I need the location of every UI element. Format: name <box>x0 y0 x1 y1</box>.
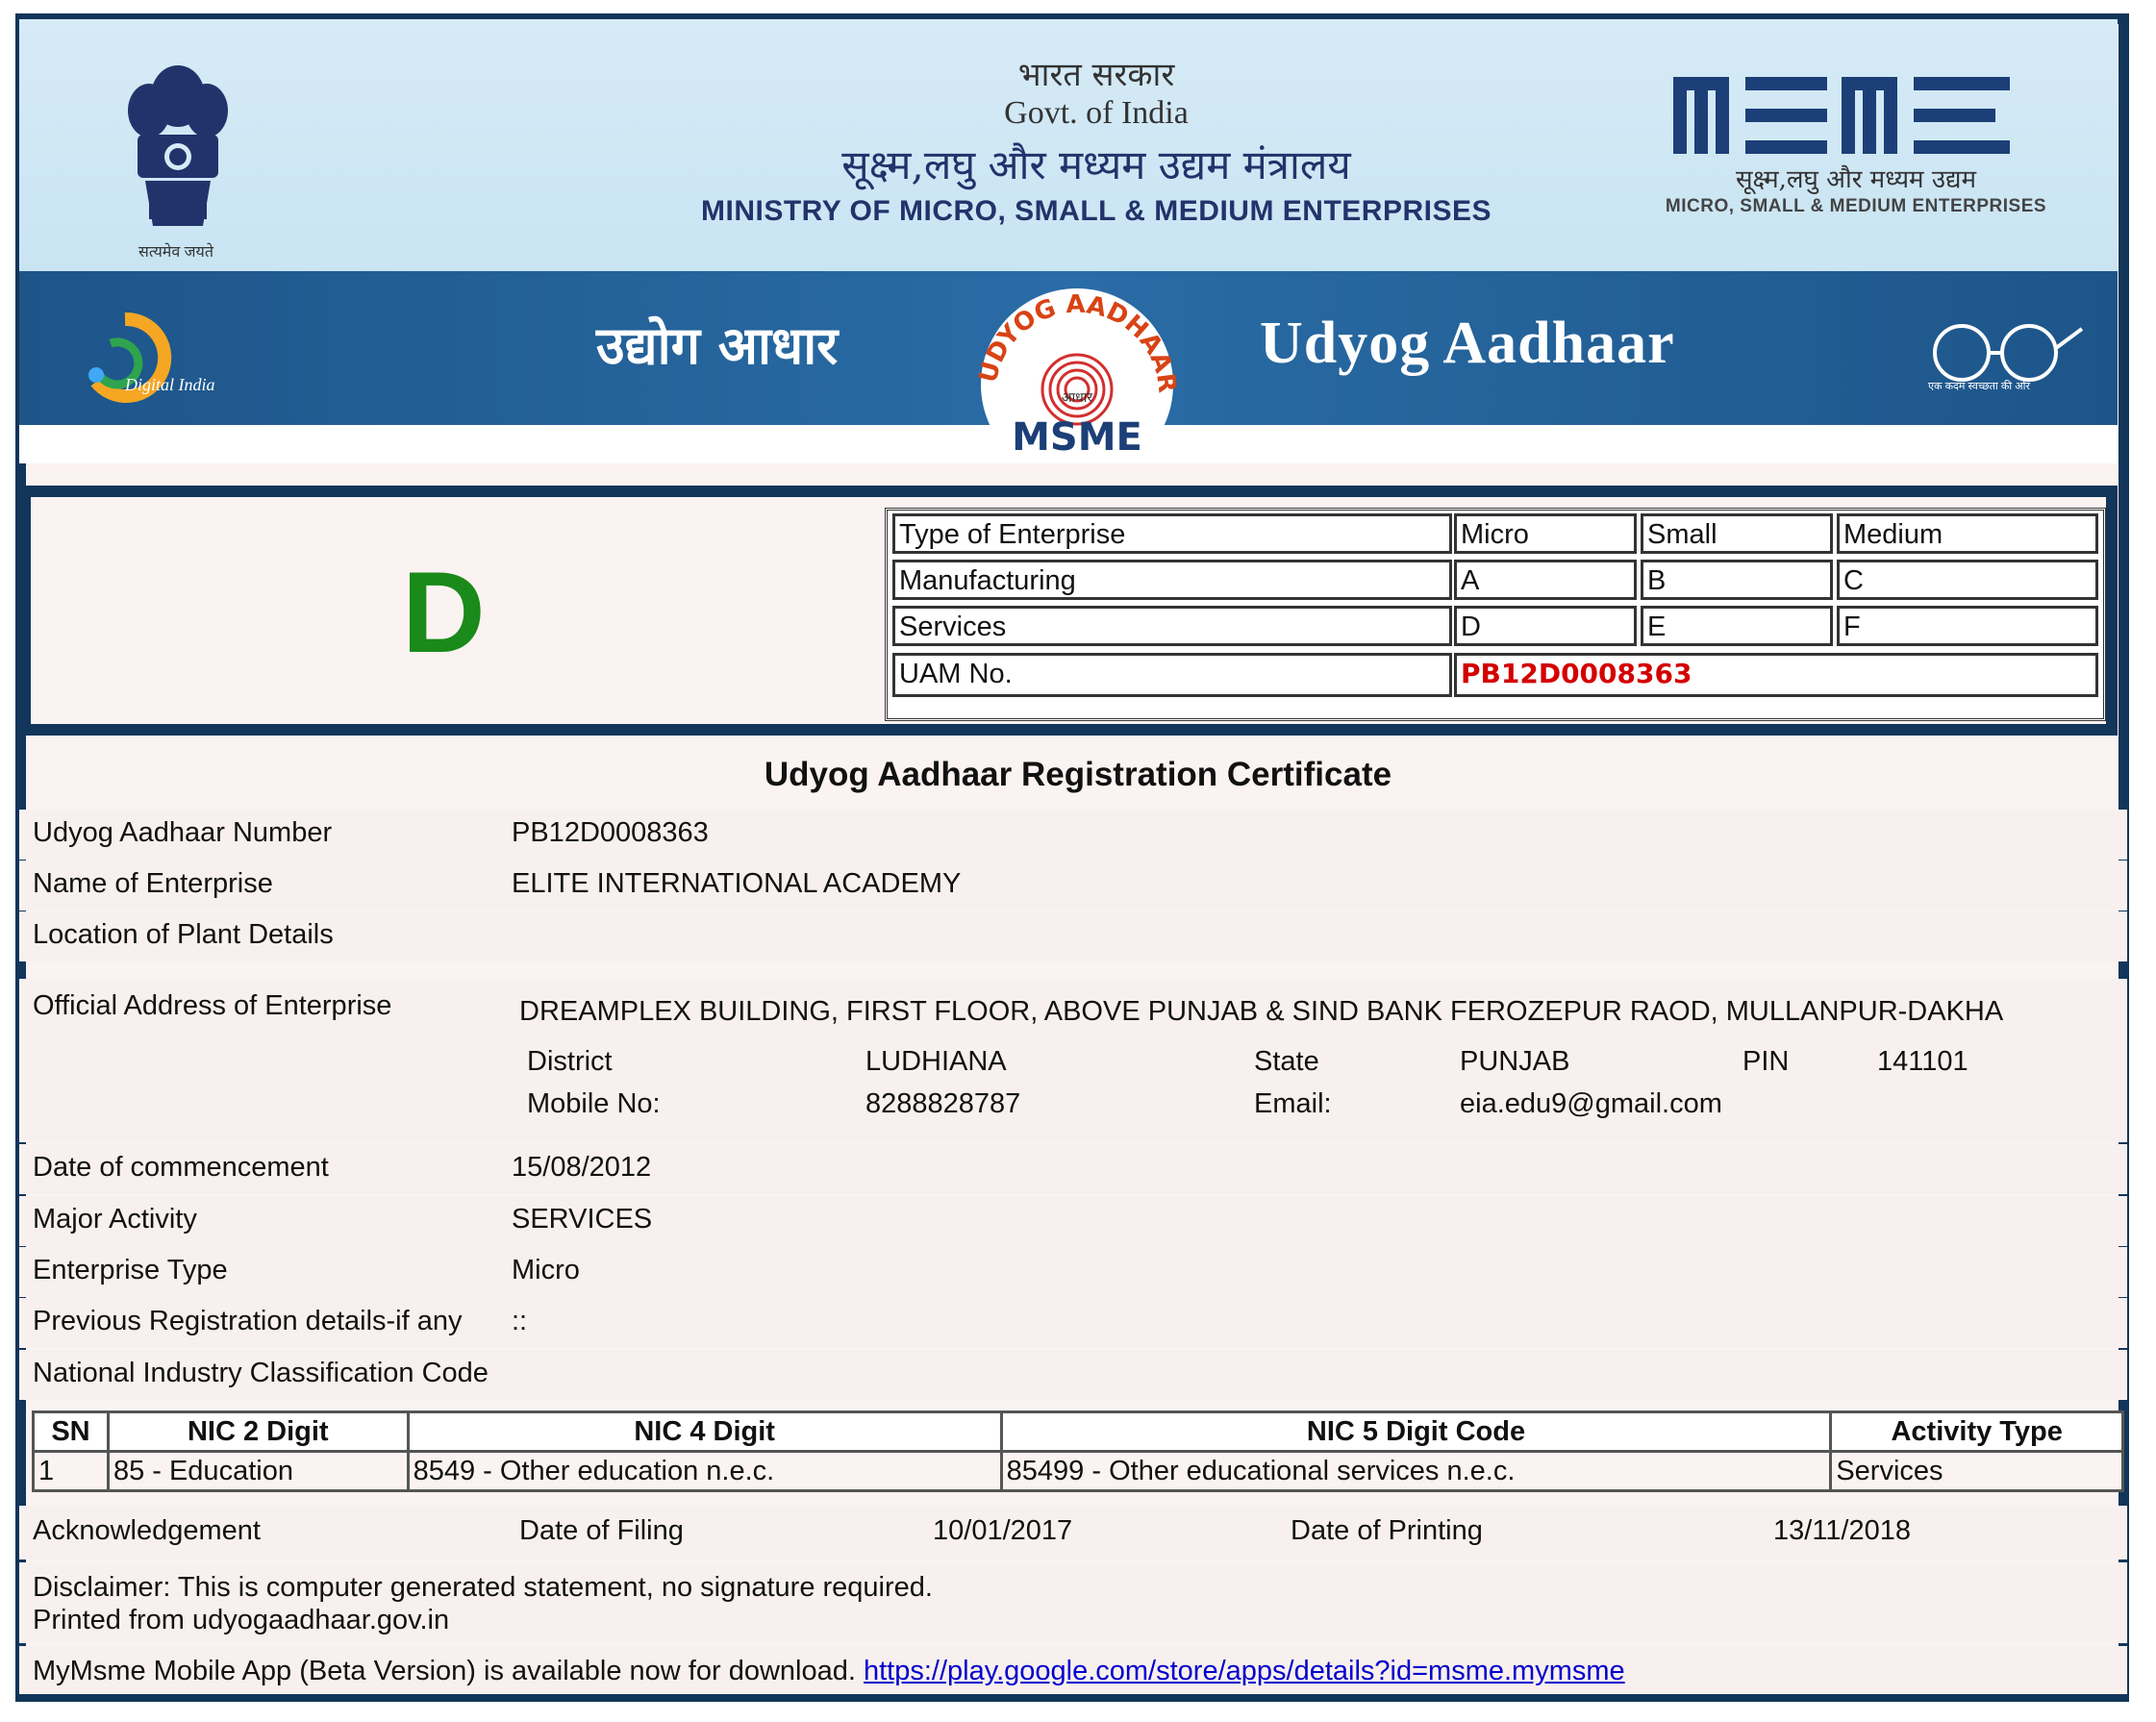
nic-header-cell: NIC 5 Digit Code <box>1001 1412 1831 1452</box>
field-row <box>19 1350 2127 1400</box>
seal-msme-text: MSME <box>1012 415 1142 460</box>
uam-value-cell <box>1454 653 2098 697</box>
aadhaar-number-value: PB12D0008363 <box>512 817 709 848</box>
plant-location-label: Location of Plant Details <box>33 919 334 950</box>
udyog-aadhaar-english: Udyog Aadhaar <box>1260 311 1675 376</box>
nic-header-row <box>34 1412 2123 1452</box>
ministry-title-block <box>635 56 1558 231</box>
field-row <box>19 810 2127 860</box>
field-row <box>19 1247 2127 1297</box>
type-row-cell: A <box>1454 560 1637 600</box>
swachh-bharat-caption: एक कदम स्वच्छता की ओर <box>1928 381 2030 392</box>
uam-label: UAM No. <box>892 653 1452 697</box>
type-header-medium: Medium <box>1837 513 2098 554</box>
previous-registration-value: :: <box>512 1306 528 1336</box>
address-row <box>19 979 2127 1142</box>
nic-table <box>32 1410 2124 1492</box>
field-row <box>19 911 2127 961</box>
app-notice-row <box>19 1646 2127 1694</box>
type-header-cell: Type of Enterprise <box>892 513 1452 554</box>
field-row <box>19 1144 2127 1194</box>
nic-header-cell: NIC 2 Digit <box>108 1412 408 1452</box>
printing-date-value: 13/11/2018 <box>1773 1515 1911 1546</box>
app-download-link[interactable]: https://play.google.com/store/apps/details?id=msme.mymsme <box>863 1656 1625 1686</box>
email-value: eia.edu9@gmail.com <box>1460 1088 1722 1119</box>
msme-logo-hindi: सूक्ष्म,लघु और मध्यम उद्यम <box>1735 165 1977 194</box>
address-value: DREAMPLEX BUILDING, FIRST FLOOR, ABOVE PUNJAB & SIND BANK FEROZEPUR RAOD, MULLANPUR-DAKHA <box>519 996 2004 1027</box>
type-row-cell: F <box>1837 606 2098 646</box>
msme-logo-english: MICRO, SMALL & MEDIUM ENTERPRISES <box>1665 196 2047 216</box>
udyog-aadhaar-hindi: उद्योग आधार <box>596 314 839 376</box>
type-row-cell: D <box>1454 606 1637 646</box>
disclaimer-row <box>19 1562 2127 1643</box>
field-row <box>19 861 2127 911</box>
ministry-hindi: सूक्ष्म,लघु और मध्यम उद्यम मंत्रालय <box>841 141 1351 188</box>
address-label: Official Address of Enterprise <box>33 990 392 1021</box>
previous-registration-label: Previous Registration details-if any <box>33 1306 463 1336</box>
nic-header-cell: Activity Type <box>1831 1412 2123 1452</box>
uam-number: PB12D0008363 <box>1461 658 1692 689</box>
field-row <box>19 1196 2127 1246</box>
printing-date-label: Date of Printing <box>1291 1515 1483 1546</box>
enterprise-type-label: Enterprise Type <box>33 1255 228 1285</box>
nic-cell: Services <box>1831 1452 2123 1491</box>
enterprise-category-letter: D <box>402 548 486 677</box>
disclaimer-text: Disclaimer: This is computer generated statement, no signature required. <box>33 1572 933 1603</box>
enterprise-type-value: Micro <box>512 1255 580 1285</box>
major-activity-label: Major Activity <box>33 1204 197 1235</box>
govt-hindi: भारत सरकार <box>1017 56 1175 94</box>
type-row-cell: E <box>1641 606 1833 646</box>
aadhaar-number-label: Udyog Aadhaar Number <box>33 817 333 848</box>
ministry-english: MINISTRY OF MICRO, SMALL & MEDIUM ENTERPRISES <box>701 195 1492 227</box>
app-notice-text: MyMsme Mobile App (Beta Version) is available now for download. <box>33 1656 856 1686</box>
national-emblem-icon <box>111 58 245 260</box>
enterprise-name-label: Name of Enterprise <box>33 868 273 899</box>
govt-english: Govt. of India <box>1004 95 1189 131</box>
district-label: District <box>527 1046 613 1077</box>
mobile-label: Mobile No: <box>527 1088 661 1119</box>
type-row-cell: B <box>1641 560 1833 600</box>
state-value: PUNJAB <box>1460 1046 1570 1077</box>
type-row-cell: C <box>1837 560 2098 600</box>
emblem-caption: सत्यमेव जयते <box>138 244 213 261</box>
type-row-label: Services <box>892 606 1452 646</box>
type-header-micro: Micro <box>1454 513 1637 554</box>
email-label: Email: <box>1254 1088 1332 1119</box>
msme-logo <box>1654 72 2058 236</box>
mobile-value: 8288828787 <box>865 1088 1021 1119</box>
seal-small-text: आधार <box>1061 390 1093 406</box>
major-activity-value: SERVICES <box>512 1204 653 1235</box>
field-row <box>19 1298 2127 1348</box>
commencement-value: 15/08/2012 <box>512 1152 652 1183</box>
district-value: LUDHIANA <box>865 1046 1007 1077</box>
msme-wordmark-icon <box>1673 72 2039 159</box>
nic-header-cell: NIC 4 Digit <box>408 1412 1001 1452</box>
printed-from-text: Printed from udyogaadhaar.gov.in <box>33 1605 450 1635</box>
nic-cell: 1 <box>34 1452 109 1491</box>
type-header-small: Small <box>1641 513 1833 554</box>
digital-india-label: Digital India <box>125 375 215 394</box>
udyog-aadhaar-seal-icon <box>938 279 1216 462</box>
nic-label: National Industry Classification Code <box>33 1358 489 1388</box>
commencement-label: Date of commencement <box>33 1152 329 1183</box>
type-row-label: Manufacturing <box>892 560 1452 600</box>
pin-value: 141101 <box>1877 1046 1968 1077</box>
nic-header-cell: SN <box>34 1412 109 1452</box>
table-row <box>34 1452 2123 1491</box>
state-label: State <box>1254 1046 1319 1077</box>
nic-cell: 85499 - Other educational services n.e.c. <box>1001 1452 1831 1491</box>
nic-cell: 8549 - Other education n.e.c. <box>408 1452 1001 1491</box>
acknowledgement-label: Acknowledgement <box>33 1515 261 1546</box>
govt-header-banner <box>19 19 2118 271</box>
acknowledgement-row <box>19 1506 2127 1560</box>
nic-cell: 85 - Education <box>108 1452 408 1491</box>
filing-date-label: Date of Filing <box>519 1515 684 1546</box>
enterprise-name-value: ELITE INTERNATIONAL ACADEMY <box>512 868 962 899</box>
app-notice <box>33 1656 1625 1687</box>
certificate-title: Udyog Aadhaar Registration Certificate <box>764 756 1392 793</box>
filing-date-value: 10/01/2017 <box>933 1515 1073 1546</box>
pin-label: PIN <box>1742 1046 1790 1077</box>
seal-arc-text: UDYOG AADHAAR <box>973 289 1182 395</box>
